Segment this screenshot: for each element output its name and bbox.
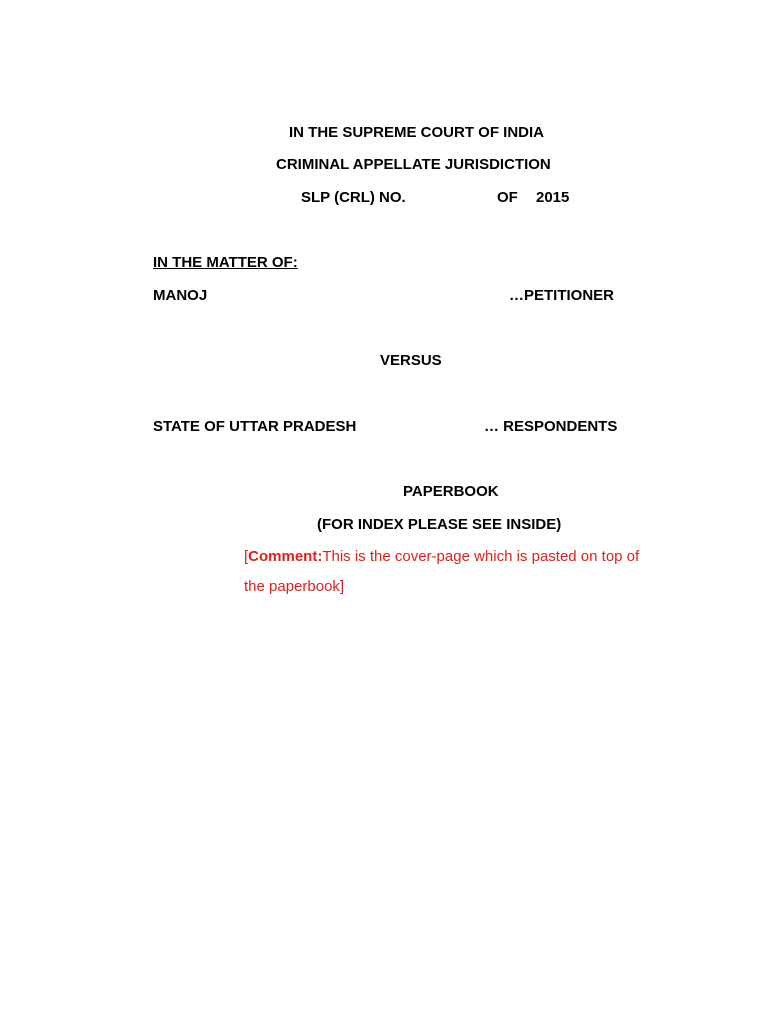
respondent-name: STATE OF UTTAR PRADESH <box>153 418 357 435</box>
jurisdiction-title: CRIMINAL APPELLATE JURISDICTION <box>276 156 551 173</box>
petitioner-name: MANOJ <box>153 287 208 304</box>
slp-of: OF <box>497 189 518 206</box>
petitioner-role: …PETITIONER <box>509 287 615 304</box>
index-note: (FOR INDEX PLEASE SEE INSIDE) <box>317 516 562 533</box>
versus-label: VERSUS <box>380 352 442 369</box>
comment-text: This is the cover-page which is pasted on top of <box>322 548 640 565</box>
slp-year: 2015 <box>536 189 570 206</box>
comment-open-bracket: [ <box>244 548 249 565</box>
matter-heading: IN THE MATTER OF: <box>153 254 298 271</box>
comment-label: Comment: <box>248 548 323 565</box>
comment-line-1 <box>244 548 639 566</box>
comment-line-2: the paperbook] <box>244 578 345 595</box>
respondent-role: … RESPONDENTS <box>484 418 618 435</box>
paperbook-title: PAPERBOOK <box>403 483 499 500</box>
slp-label: SLP (CRL) NO. <box>301 189 406 206</box>
court-title: IN THE SUPREME COURT OF INDIA <box>289 124 545 141</box>
